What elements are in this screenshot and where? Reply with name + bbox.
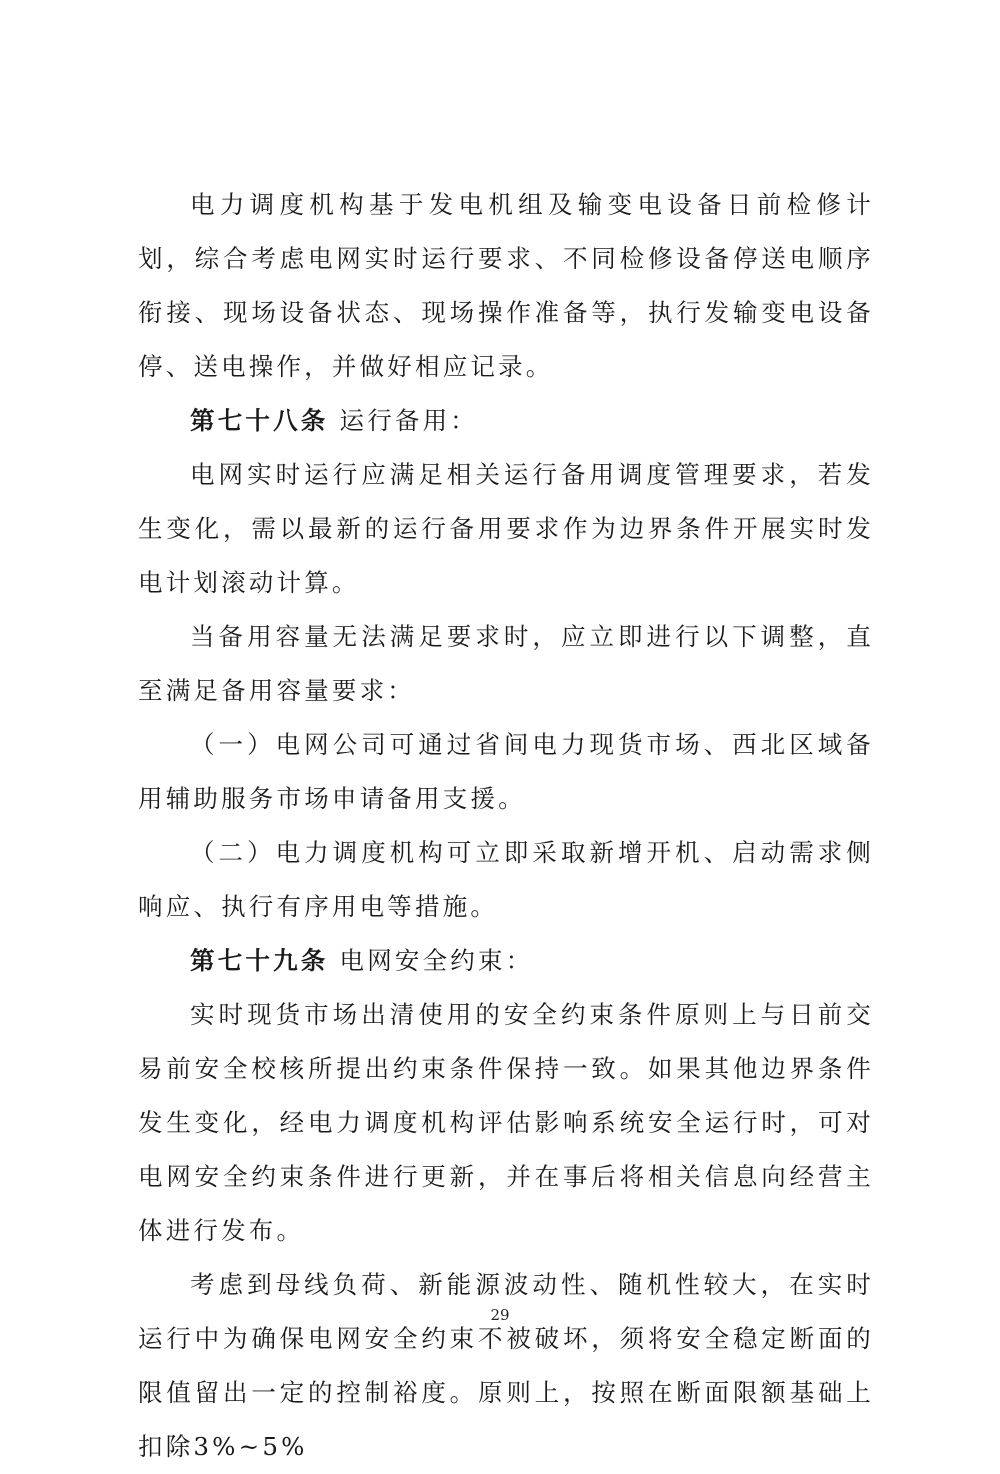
paragraph: 当备用容量无法满足要求时，应立即进行以下调整，直至满足备用容量要求： — [138, 622, 874, 705]
paragraph: 电网实时运行应满足相关运行备用调度管理要求，若发生变化，需以最新的运行备用要求作为边界条件开展实时发电计划滚动计算。 — [138, 460, 874, 597]
list-item: （一）电网公司可通过省间电力现货市场、西北区域备用辅助服务市场申请备用支援。 — [138, 730, 874, 813]
paragraph: 电力调度机构基于发电机组及输变电设备日前检修计划，综合考虑电网实时运行要求、不同检修设备停送电顺序衔接、现场设备状态、现场操作准备等，执行发输变电设备停、送电操作，并做好相应记录。 — [138, 190, 874, 381]
article-heading: 运行备用： — [339, 406, 478, 435]
article-title: 第七十八条 — [190, 406, 329, 435]
article-heading: 电网安全约束： — [339, 946, 534, 975]
article-78 — [138, 394, 874, 448]
document-body — [138, 178, 874, 1474]
paragraph: 实时现货市场出清使用的安全约束条件原则上与日前交易前安全校核所提出约束条件保持一致。如果其他边界条件发生变化，经电力调度机构评估影响系统安全运行时，可对电网安全约束条件进行更新，并在事后将相关信息向经营主体进行发布。 — [138, 1000, 874, 1245]
article-79 — [138, 934, 874, 988]
list-item: （二）电力调度机构可立即采取新增开机、启动需求侧响应、执行有序用电等措施。 — [138, 838, 874, 921]
article-title: 第七十九条 — [190, 946, 329, 975]
page-number: 29 — [490, 1306, 510, 1324]
paragraph: 考虑到母线负荷、新能源波动性、随机性较大，在实时运行中为确保电网安全约束不被破坏，须将安全稳定断面的限值留出一定的控制裕度。原则上，按照在断面限额基础上扣除3%~5% — [138, 1270, 874, 1461]
